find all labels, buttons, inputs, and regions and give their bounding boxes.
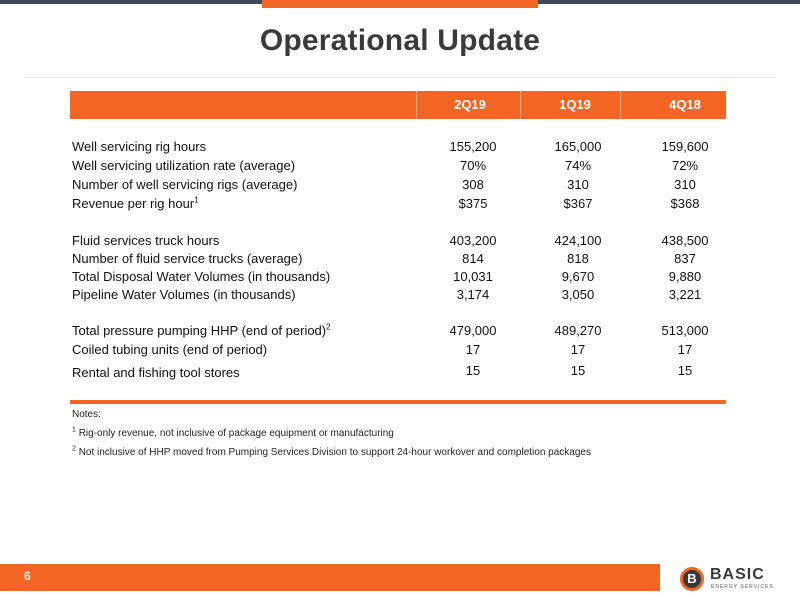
cell-1q19: 17 xyxy=(570,342,586,357)
cell-2q19: 479,000 xyxy=(449,323,497,338)
column-header-2q19: 2Q19 xyxy=(454,97,486,112)
table-row xyxy=(72,250,732,268)
cell-1q19: 489,270 xyxy=(554,323,602,338)
cell-2q19: 308 xyxy=(462,177,484,192)
cell-2q19: 814 xyxy=(462,251,484,266)
footnote-text: Not inclusive of HHP moved from Pumping Services Division to support 24-hour workover and completion packages xyxy=(78,447,591,458)
row-label: Number of fluid service trucks (average) xyxy=(72,251,303,266)
cell-4q18: 9,880 xyxy=(668,269,702,284)
footnote-text: Rig-only revenue, not inclusive of package equipment or manufacturing xyxy=(78,428,394,439)
footnote-marker: 1 xyxy=(72,426,76,434)
footnote-marker: 2 xyxy=(326,322,331,332)
basic-b-logo-icon: B xyxy=(680,567,704,591)
cell-4q18: $368 xyxy=(670,196,700,211)
cell-1q19: 9,670 xyxy=(561,269,595,284)
column-header-1q19: 1Q19 xyxy=(559,97,591,112)
row-label: Rental and fishing tool stores xyxy=(72,365,240,380)
footnote-marker: 1 xyxy=(194,195,199,205)
table-row xyxy=(72,322,732,340)
row-label: Fluid services truck hours xyxy=(72,233,220,248)
column-header-4q18: 4Q18 xyxy=(669,97,701,112)
table-row xyxy=(72,341,732,359)
cell-2q19: 403,200 xyxy=(449,233,497,248)
cell-4q18: 438,500 xyxy=(661,233,709,248)
page-number: 6 xyxy=(24,569,31,583)
footnote-2 xyxy=(72,447,591,458)
row-label: Well servicing utilization rate (average) xyxy=(72,158,296,173)
cell-2q19: 17 xyxy=(465,342,481,357)
cell-4q18: 17 xyxy=(677,342,693,357)
row-label: Coiled tubing units (end of period) xyxy=(72,342,268,357)
cell-1q19: 74% xyxy=(564,158,592,173)
table-header xyxy=(70,91,726,119)
cell-4q18: 72% xyxy=(671,158,699,173)
table-row xyxy=(72,176,732,194)
cell-1q19: 15 xyxy=(570,363,586,378)
table-row xyxy=(72,138,732,156)
row-label: Number of well servicing rigs (average) xyxy=(72,177,298,192)
row-label xyxy=(72,195,199,213)
cell-4q18: 513,000 xyxy=(661,323,709,338)
company-logo xyxy=(680,566,790,594)
cell-1q19: 818 xyxy=(567,251,589,266)
cell-1q19: $367 xyxy=(563,196,593,211)
cell-2q19: 70% xyxy=(459,158,487,173)
notes-heading: Notes: xyxy=(72,409,101,420)
cell-4q18: 3,221 xyxy=(668,287,702,302)
row-label: Pipeline Water Volumes (in thousands) xyxy=(72,287,296,302)
cell-2q19: 15 xyxy=(465,363,481,378)
row-label xyxy=(72,322,331,340)
table-row xyxy=(72,157,732,175)
table-row xyxy=(72,232,732,250)
cell-2q19: $375 xyxy=(458,196,488,211)
cell-1q19: 3,050 xyxy=(561,287,595,302)
cell-4q18: 15 xyxy=(677,363,693,378)
cell-2q19: 10,031 xyxy=(453,269,493,284)
page-title: Operational Update xyxy=(259,24,541,57)
row-label-text: Total pressure pumping HHP (end of period) xyxy=(72,323,327,338)
row-label: Well servicing rig hours xyxy=(72,139,207,154)
table-row xyxy=(72,195,732,213)
top-accent-bar xyxy=(262,0,538,8)
title-divider xyxy=(24,77,776,78)
cell-4q18: 159,600 xyxy=(661,139,709,154)
cell-4q18: 310 xyxy=(674,177,696,192)
cell-1q19: 424,100 xyxy=(554,233,602,248)
cell-2q19: 155,200 xyxy=(449,139,497,154)
cell-4q18: 837 xyxy=(674,251,696,266)
cell-1q19: 165,000 xyxy=(554,139,602,154)
logo-subtitle: ENERGY SERVICES xyxy=(711,584,774,590)
table-row xyxy=(72,286,732,304)
cell-2q19: 3,174 xyxy=(456,287,490,302)
logo-wordmark: BASIC xyxy=(710,566,765,583)
footnote-marker: 2 xyxy=(72,445,76,453)
footer-bar xyxy=(0,564,660,591)
table-row xyxy=(72,362,732,380)
row-label: Total Disposal Water Volumes (in thousands) xyxy=(72,269,331,284)
cell-1q19: 310 xyxy=(567,177,589,192)
footnote-1 xyxy=(72,428,394,439)
table-bottom-rule xyxy=(70,400,726,404)
row-label-text: Revenue per rig hour xyxy=(72,196,195,211)
table-row xyxy=(72,268,732,286)
